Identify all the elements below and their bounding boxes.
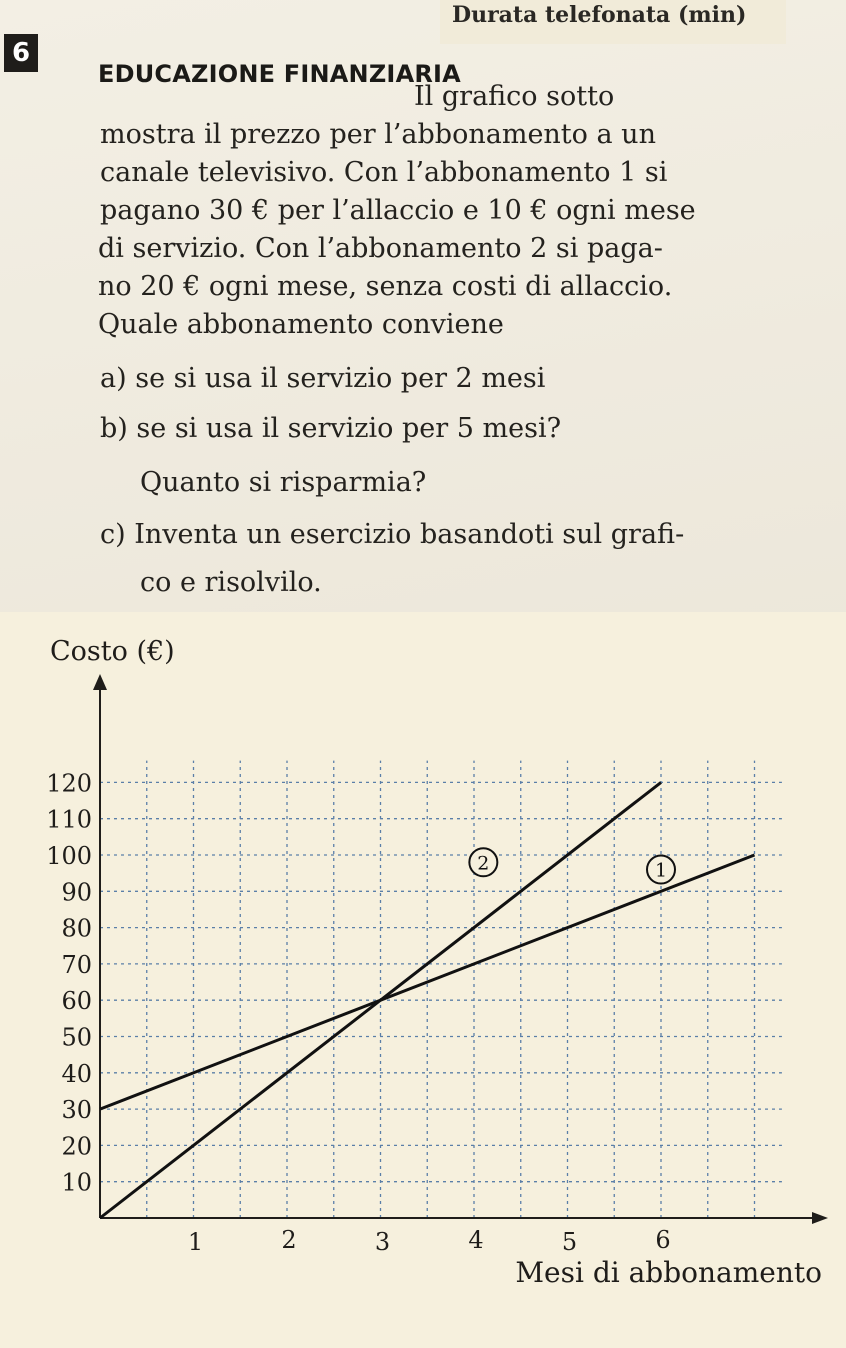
- exercise-text-line: canale televisivo. Con l’abbonamento 1 si: [100, 157, 668, 188]
- x-tick-label: 6: [655, 1226, 671, 1254]
- y-tick-label: 10: [61, 1168, 92, 1197]
- series-label-2: 2: [477, 852, 490, 875]
- exercise-text-line: Il grafico sotto: [414, 81, 615, 112]
- exercise-text-line: di servizio. Con l’abbonamento 2 si paga-: [98, 233, 663, 264]
- y-tick-label: 90: [61, 878, 92, 907]
- y-tick-label: 40: [61, 1059, 92, 1088]
- question-b-followup: Quanto si risparmia?: [140, 467, 427, 498]
- question-a: a) se si usa il servizio per 2 mesi: [100, 363, 546, 394]
- question-intro: Quale abbonamento conviene: [98, 309, 504, 340]
- y-tick-label: 30: [61, 1096, 92, 1125]
- x-axis-arrow: [812, 1212, 828, 1224]
- y-tick-label: 20: [61, 1132, 92, 1161]
- y-axis-arrow: [93, 674, 107, 690]
- y-tick-label: 70: [61, 950, 92, 979]
- x-tick-label: 1: [187, 1228, 204, 1256]
- exercise-text-line: mostra il prezzo per l’abbonamento a un: [100, 119, 656, 150]
- x-tick-label: 4: [468, 1226, 484, 1254]
- y-tick-label: 100: [46, 842, 92, 870]
- y-tick-label: 50: [61, 1023, 92, 1052]
- question-b: b) se si usa il servizio per 5 mesi?: [100, 413, 562, 444]
- exercise-text-line: no 20 € ogni mese, senza costi di allaccio.: [98, 271, 673, 302]
- x-tick-label: 5: [561, 1228, 578, 1256]
- exercise-heading: EDUCAZIONE FINANZIARIA: [98, 60, 461, 88]
- y-axis-label: Costo (€): [50, 636, 175, 667]
- y-tick-label: 110: [46, 805, 92, 834]
- exercise-text-line: pagano 30 € per l’allaccio e 10 € ogni mese: [100, 195, 696, 226]
- x-tick-label: 3: [374, 1228, 391, 1256]
- x-tick-label: 2: [281, 1226, 297, 1254]
- exercise-number: 6: [4, 34, 38, 72]
- grid: [100, 761, 782, 1218]
- y-tick-label: 60: [61, 987, 92, 1016]
- question-c: c) Inventa un esercizio basandoti sul grafi-: [100, 519, 685, 550]
- x-axis-label: Mesi di abbonamento: [515, 1256, 822, 1289]
- series-label-1: 1: [654, 859, 668, 882]
- y-tick-label: 120: [46, 769, 92, 798]
- previous-exercise-label: Durata telefonata (min): [452, 2, 747, 28]
- y-tick-label: 80: [61, 914, 92, 943]
- question-c-continuation: co e risolvilo.: [140, 567, 322, 598]
